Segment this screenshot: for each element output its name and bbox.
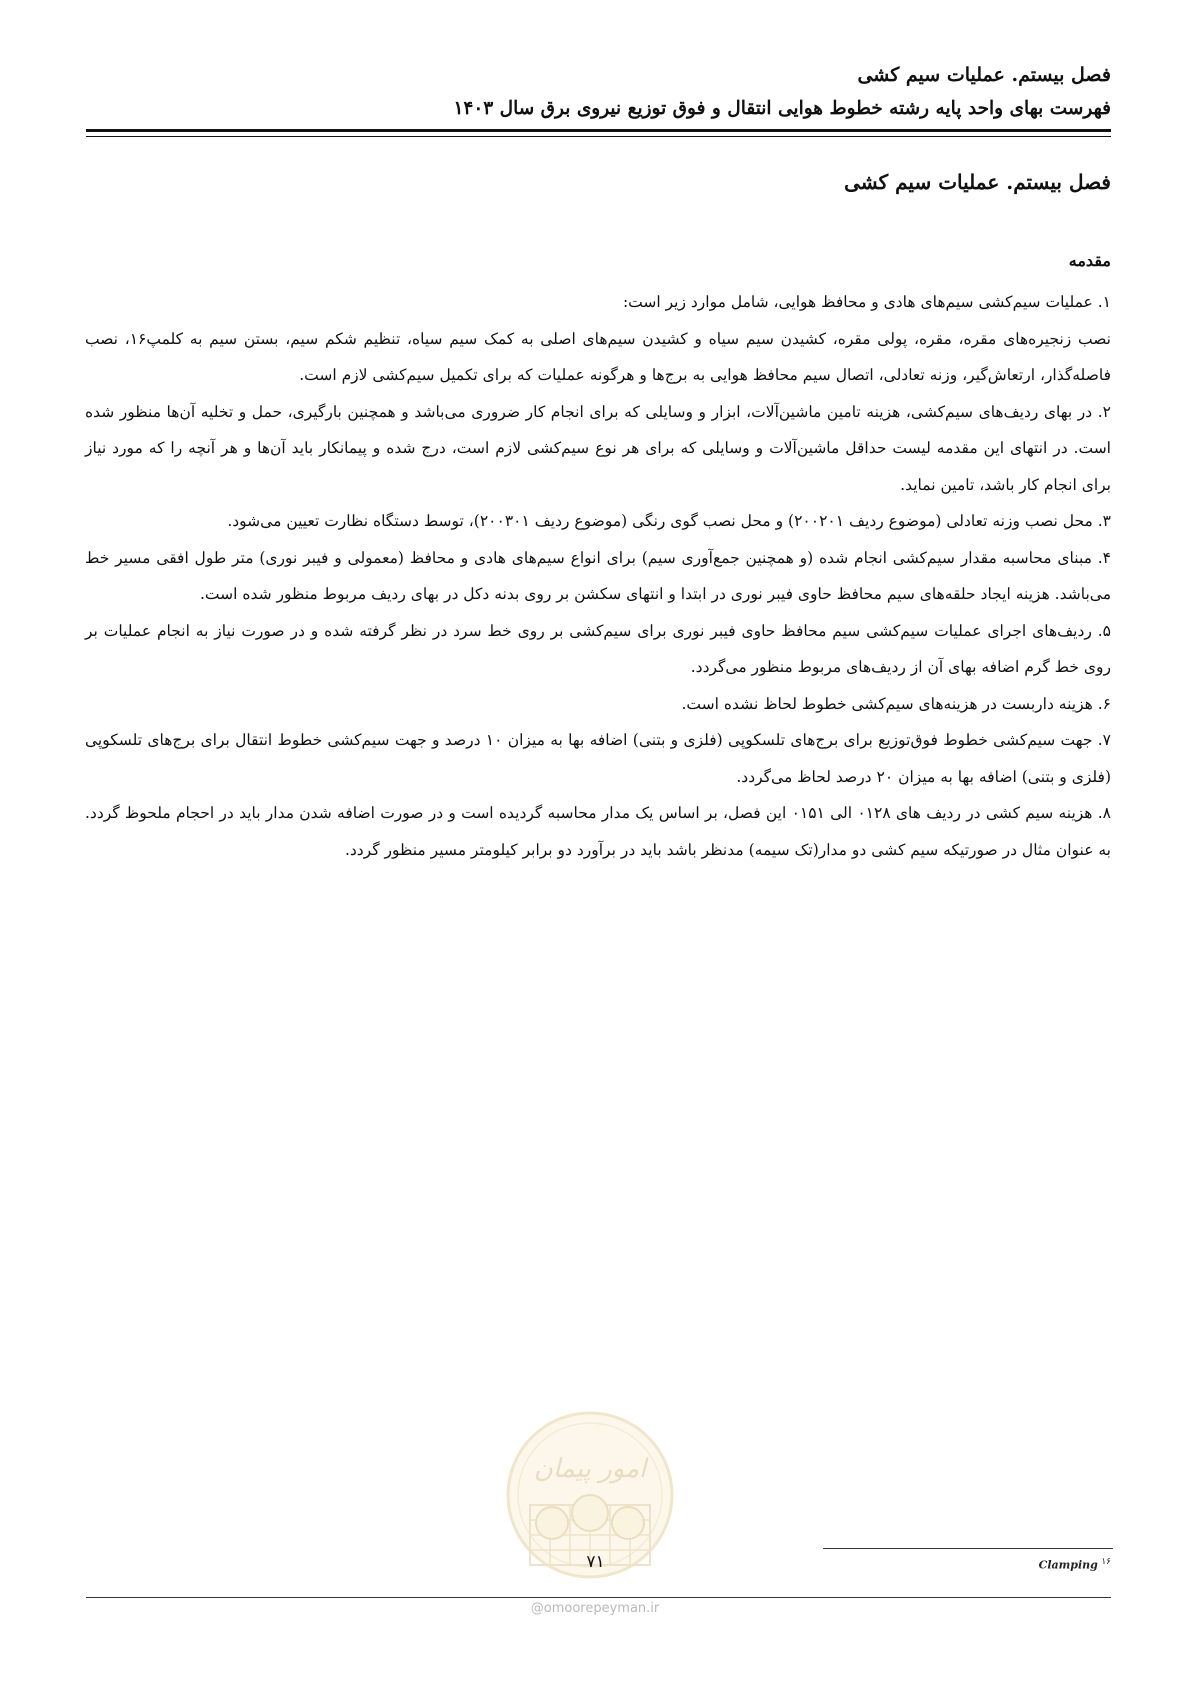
- footnote-mark: ۱۶: [1101, 1557, 1111, 1567]
- footnote-rule: [823, 1548, 1113, 1549]
- intro-heading: مقدمه: [1068, 251, 1111, 270]
- footnote-text: Clamping: [1038, 1558, 1098, 1572]
- paragraph-6: ۶. هزینه داربست در هزینه‌های سیم‌کشی خطوط لحاظ نشده است.: [681, 694, 1111, 713]
- body-text: [85, 284, 1111, 868]
- paragraph-1-detail: نصب زنجیره‌های مقره، مقره، پولی مقره، کشیدن سیم سیاه و کشیدن سیم‌های اصلی به کمک سیم سیاه، تنظیم شکم سیم، بستن سیم به کلمپ۱۶، نصب فاصله‌گذار، ارتعاش‌گیر، وزنه تعادلی، اتصال سیم محافظ هوایی به برج‌ها و هرگونه عملیات که برای تکمیل سیم‌کشی لازم است.: [85, 329, 1111, 384]
- header-rule-thin: [86, 136, 1111, 137]
- paragraph-1: ۱. عملیات سیم‌کشی سیم‌های هادی و محافظ هوایی، شامل موارد زیر است:: [622, 293, 1111, 311]
- watermark-site: @omoorepeyman.ir: [530, 1601, 660, 1616]
- paragraph-8: ۸. هزینه سیم کشی در ردیف های ۰۱۲۸ الی ۰۱۵۱ این فصل، بر اساس یک مدار محاسبه گردیده است و در صورت اضافه شدن مدار باید در احجام ملحوظ گردد. به عنوان مثال در صورتیکه سیم کشی دو مدار(تک سیمه) مدنظر باشد باید در برآورد دو برابر کیلومتر مسیر منظور گردد.: [85, 804, 1111, 859]
- svg-text:امور پیمان: امور پیمان: [533, 1454, 647, 1484]
- paragraph-4: ۴. مبنای محاسبه مقدار سیم‌کشی انجام شده (و همچنین جمع‌آوری سیم) برای انواع سیم‌های هادی و محافظ (معمولی و فیبر نوری) متر طول افقی مسیر خط می‌باشد. هزینه ایجاد حلقه‌های سیم محافظ حاوی فیبر نوری در ابتدا و انتهای سکشن بر روی بدنه دکل در بهای ردیف مربوط منظور شده است.: [85, 548, 1111, 603]
- footnote: [811, 1553, 1111, 1575]
- header-catalog-title: فهرست بهای واحد پایه رشته خطوط هوایی انتقال و فوق توزیع نیروی برق سال ۱۴۰۳: [453, 98, 1111, 119]
- header-rule-thick: [86, 129, 1111, 132]
- page-number: ۷۱: [586, 1552, 605, 1572]
- section-title: فصل بیستم. عملیات سیم کشی: [844, 170, 1111, 194]
- header-chapter-title: فصل بیستم. عملیات سیم کشی: [857, 64, 1111, 86]
- paragraph-7: ۷. جهت سیم‌کشی خطوط فوق‌توزیع برای برج‌های تلسکوپی (فلزی و بتنی) اضافه بها به میزان ۱۰ درصد و جهت سیم‌کشی خطوط انتقال برای برج‌های تلسکوپی (فلزی و بتنی) اضافه بها به میزان ۲۰ درصد لحاظ می‌گردد.: [85, 731, 1111, 786]
- footer-rule: [86, 1597, 1111, 1598]
- paragraph-3: ۳. محل نصب وزنه تعادلی (موضوع ردیف ۲۰۰۲۰۱) و محل نصب گوی رنگی (موضوع ردیف ۲۰۰۳۰۱)، توسط دستگاه نظارت تعیین می‌شود.: [227, 512, 1111, 530]
- paragraph-2: ۲. در بهای ردیف‌های سیم‌کشی، هزینه تامین ماشین‌آلات، ابزار و وسایلی که برای انجام کار ضروری می‌باشد و همچنین بارگیری، حمل و تخلیه آن‌ها منظور شده است. در انتهای این مقدمه لیست حداقل ماشین‌آلات و وسایلی که برای هر نوع سیم‌کشی لازم است، درج شده و پیمانکار باید آن‌ها و هر آنچه را که مورد نیاز برای انجام کار باشد، تامین نماید.: [85, 402, 1111, 494]
- paragraph-5: ۵. ردیف‌های اجرای عملیات سیم‌کشی سیم محافظ حاوی فیبر نوری برای سیم‌کشی بر روی خط سرد در نظر گرفته شده و در صورت نیاز به انجام عملیات بر روی خط گرم اضافه بهای آن از ردیف‌های مربوط منظور می‌گردد.: [85, 621, 1111, 676]
- watermark-seal-icon: [500, 1405, 680, 1615]
